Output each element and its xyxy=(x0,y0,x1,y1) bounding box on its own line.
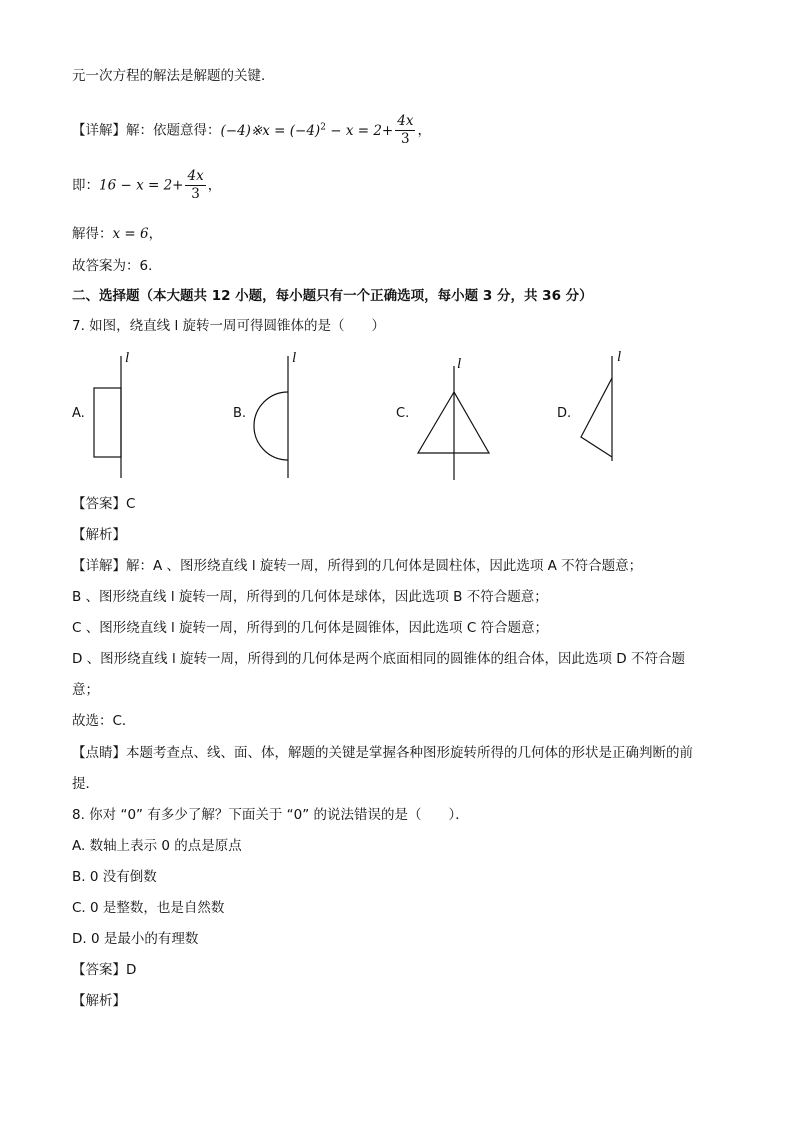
q7-analysis-label: 【解析】 xyxy=(72,527,126,543)
q7-answer: 【答案】C xyxy=(72,496,136,512)
axis-label-d: l xyxy=(617,349,622,365)
q7-detail-d-line2: 意； xyxy=(72,682,99,698)
q7-detail-c: C 、图形绕直线 l 旋转一周，所得到的几何体是圆锥体，因此选项 C 符合题意； xyxy=(72,620,549,636)
q8-option-b: B. 0 没有倒数 xyxy=(72,869,157,885)
detail-fraction: $\frac{4x}{3}$ xyxy=(397,113,414,147)
q8-option-a: A. 数轴上表示 0 的点是原点 xyxy=(72,838,242,854)
figure-b xyxy=(248,348,308,480)
option-d-label: D. xyxy=(557,406,572,421)
figure-a xyxy=(88,348,138,480)
q8-option-c: C. 0 是整数，也是自然数 xyxy=(72,900,225,916)
q7-choose: 故选：C． xyxy=(72,713,136,729)
question-8-stem: 8. 你对 “0” 有多少了解？下面关于 “0” 的说法错误的是（ ）． xyxy=(72,807,469,823)
question-7-stem: 7. 如图，绕直线 l 旋转一周可得圆锥体的是（ ） xyxy=(72,318,386,334)
detail-equation: (−4)※x = $(-4)^2 - x = 2+$ xyxy=(220,122,394,139)
axis-label-b: l xyxy=(292,350,297,366)
option-c-label: C. xyxy=(396,406,410,421)
figure-d xyxy=(576,344,632,464)
jiede-equation: x = 6 xyxy=(112,226,149,242)
q8-option-d: D. 0 是最小的有理数 xyxy=(72,931,199,947)
ji-fraction: $\frac{4x}{3}$ xyxy=(187,168,204,202)
option-a-label: A. xyxy=(72,406,85,421)
q8-answer: 【答案】D xyxy=(72,962,137,978)
section-2-heading: 二、选择题（本大题共 12 小题，每小题只有一个正确选项，每小题 3 分，共 36 分） xyxy=(72,288,593,304)
ji-equation: 16 − x = 2+ xyxy=(99,177,184,194)
axis-label-a: l xyxy=(125,350,130,366)
figure-c xyxy=(412,348,496,482)
jiede-line: 解得：x = 6， xyxy=(72,226,163,242)
q7-detail-b: B 、图形绕直线 l 旋转一周，所得到的几何体是球体，因此选项 B 不符合题意； xyxy=(72,589,548,605)
ji-line: 即：16 − x = 2+ $\frac{4x}{3}$ ， xyxy=(72,168,222,202)
q7-comment-line1: 【点睛】本题考查点、线、面、体，解题的关键是掌握各种图形旋转所得的几何体的形状是正确判断的前 xyxy=(72,745,693,761)
detail-line: 【详解】解：依题意得：(−4)※x = $(-4)^2 - x = 2+$ $\frac{4x}{3}$ ， xyxy=(72,113,431,147)
q7-detail-d-line1: D 、图形绕直线 l 旋转一周，所得到的几何体是两个底面相同的圆锥体的组合体，因此选项 D 不符合题 xyxy=(72,651,685,667)
q7-comment-line2: 提． xyxy=(72,776,99,792)
detail-prefix: 【详解】解：依题意得： xyxy=(72,122,221,139)
q7-detail-a: 【详解】解：A 、图形绕直线 l 旋转一周，所得到的几何体是圆柱体，因此选项 A 不符合题意； xyxy=(72,558,643,574)
option-b-label: B. xyxy=(233,406,247,421)
answer-line: 故答案为：6． xyxy=(72,258,162,274)
text-line-1: 元一次方程的解法是解题的关键． xyxy=(72,68,275,84)
q8-analysis-label: 【解析】 xyxy=(72,993,126,1009)
axis-label-c: l xyxy=(457,356,462,372)
